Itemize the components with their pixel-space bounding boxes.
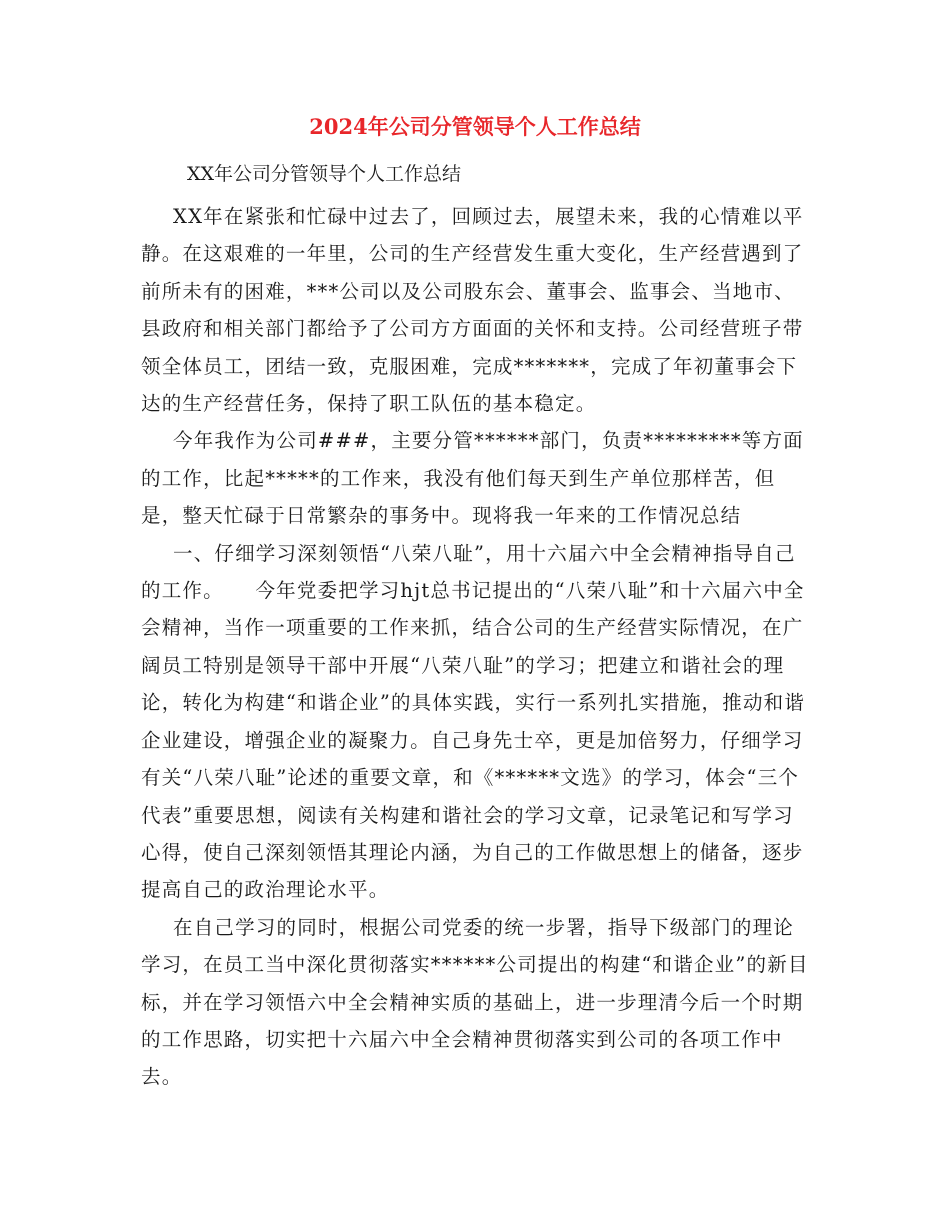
document-subtitle: XX年公司分管领导个人工作总结: [187, 163, 462, 185]
document-title: 2024年公司分管领导个人工作总结: [309, 114, 641, 139]
paragraph-2: 今年我作为公司###，主要分管******部门，负责*********等方面的工作，比起*****的工作来，我没有他们每天到生产单位那样苦，但是，整天忙碌于日常繁杂的事务中。现将我一年来的工作情况总结: [141, 429, 804, 528]
document-body: [141, 198, 809, 1096]
paragraph-4: 在自己学习的同时，根据公司党委的统一步署，指导下级部门的理论学习，在员工当中深化贯彻落实******公司提出的构建“和谐企业”的新目标，并在学习领悟六中全会精神实质的基础上，进一步理清今后一个时期的工作思路，切实把十六届六中全会精神贯彻落实到公司的各项工作中去。: [141, 915, 809, 1089]
paragraph-1: XX年在紧张和忙碌中过去了，回顾过去，展望未来，我的心情难以平静。在这艰难的一年里，公司的生产经营发生重大变化，生产经营遇到了前所未有的困难，***公司以及公司股东会、董事会、监事会、当地市、县政府和相关部门都给予了公司方方面面的关怀和支持。公司经营班子带领全体员工，团结一致，克服困难，完成*******，完成了年初董事会下达的生产经营任务，保持了职工队伍的基本稳定。: [141, 205, 804, 416]
paragraph-3: 一、仔细学习深刻领悟“八荣八耻”，用十六届六中全会精神指导自己的工作。 今年党委把学习hjt总书记提出的“八荣八耻”和十六届六中全会精神，当作一项重要的工作来抓，结合公司的生产经营实际情况，在广阔员工特别是领导干部中开展“八荣八耻”的学习；把建立和谐社会的理论，转化为构建“和谐企业”的具体实践，实行一系列扎实措施，推动和谐企业建设，增强企业的凝聚力。自己身先士卒，更是加倍努力，仔细学习有关“八荣八耻”论述的重要文章，和《******文选》的学习，体会“三个代表”重要思想，阅读有关构建和谐社会的学习文章，记录笔记和写学习心得，使自己深刻领悟其理论内涵，为自己的工作做思想上的储备，逐步提高自己的政治理论水平。: [141, 541, 806, 902]
